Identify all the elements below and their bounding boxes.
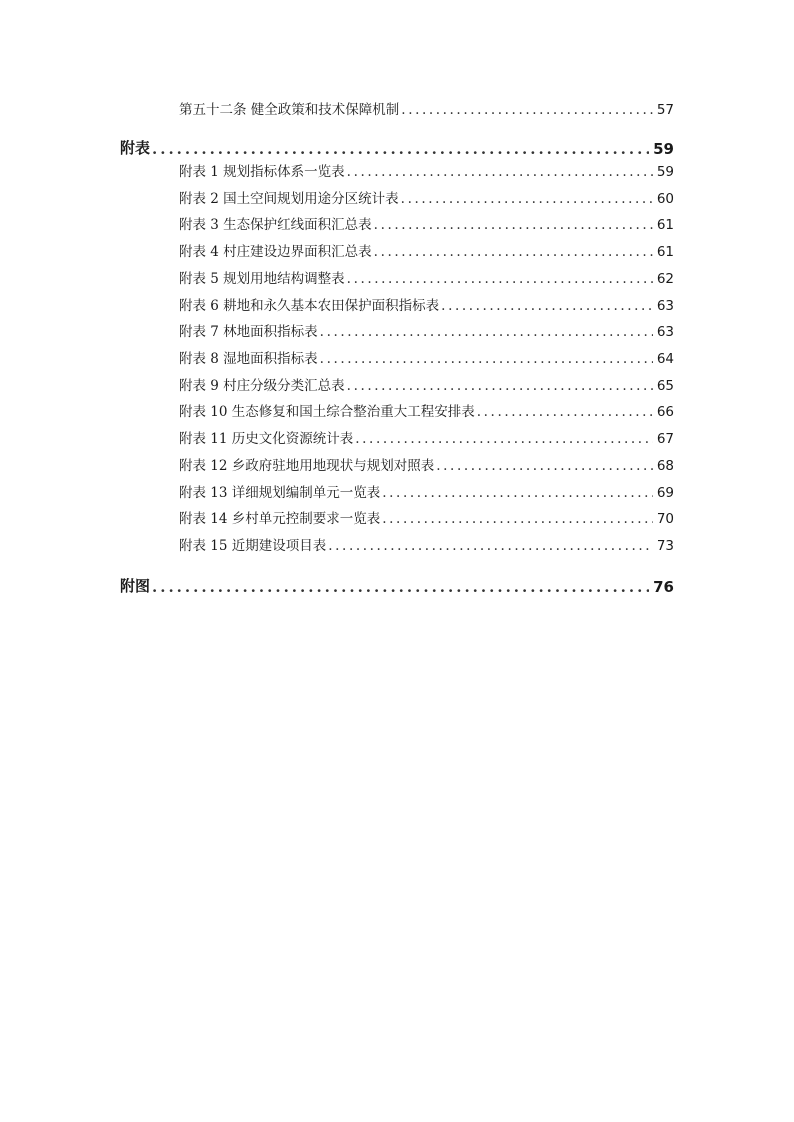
toc-entry-label: 附表 10 生态修复和国土综合整治重大工程安排表 xyxy=(179,404,475,420)
toc-entry-page: 70 xyxy=(656,511,674,527)
toc-entry-label: 附表 2 国土空间规划用途分区统计表 xyxy=(179,191,399,207)
toc-entry-table-4[interactable] xyxy=(179,240,674,260)
toc-entry-page: 61 xyxy=(656,217,674,233)
toc-entry-table-13[interactable] xyxy=(179,481,674,501)
dot-leader xyxy=(320,324,653,340)
toc-entry-table-11[interactable] xyxy=(179,427,674,447)
toc-entry-label: 附表 9 村庄分级分类汇总表 xyxy=(179,378,345,394)
toc-entry-label: 附表 5 规划用地结构调整表 xyxy=(179,271,345,287)
toc-entry-table-14[interactable] xyxy=(179,507,674,527)
toc-section-appendix-figures[interactable] xyxy=(120,574,674,596)
toc-entry-label: 附表 12 乡政府驻地用地现状与规划对照表 xyxy=(179,458,435,474)
toc-entry-table-5[interactable] xyxy=(179,267,674,287)
dot-leader xyxy=(152,140,649,158)
toc-entry-page: 63 xyxy=(656,324,674,340)
toc-entry-table-6[interactable] xyxy=(179,294,674,314)
dot-leader xyxy=(374,217,653,233)
toc-entry-label: 附表 13 详细规划编制单元一览表 xyxy=(179,485,381,501)
toc-entry-page: 57 xyxy=(656,102,674,118)
toc-entry-page: 73 xyxy=(656,538,674,554)
toc-entry-table-7[interactable] xyxy=(179,320,674,340)
dot-leader xyxy=(374,244,653,260)
dot-leader xyxy=(441,298,653,314)
dot-leader xyxy=(152,578,649,596)
toc-section-appendix-tables[interactable] xyxy=(120,136,674,158)
dot-leader xyxy=(320,351,653,367)
dot-leader xyxy=(401,191,653,207)
toc-entry-page: 65 xyxy=(656,378,674,394)
toc-entry-table-2[interactable] xyxy=(179,187,674,207)
toc-entry-page: 59 xyxy=(656,164,674,180)
toc-entry-table-9[interactable] xyxy=(179,374,674,394)
toc-entry-label: 附表 14 乡村单元控制要求一览表 xyxy=(179,511,381,527)
toc-entry-label: 附表 4 村庄建设边界面积汇总表 xyxy=(179,244,372,260)
toc-entry-table-1[interactable] xyxy=(179,160,674,180)
toc-entry-article-52[interactable] xyxy=(179,98,674,118)
toc-entry-page: 69 xyxy=(656,485,674,501)
toc-entry-page: 62 xyxy=(656,271,674,287)
toc-entry-page: 68 xyxy=(656,458,674,474)
toc-entry-label: 附表 8 湿地面积指标表 xyxy=(179,351,318,367)
toc-section-page: 59 xyxy=(653,140,674,158)
toc-entry-page: 64 xyxy=(656,351,674,367)
toc-entry-page: 60 xyxy=(656,191,674,207)
dot-leader xyxy=(436,458,653,474)
dot-leader xyxy=(347,271,653,287)
toc-entry-label: 附表 1 规划指标体系一览表 xyxy=(179,164,345,180)
toc-entry-table-8[interactable] xyxy=(179,347,674,367)
toc-entry-label: 第五十二条 健全政策和技术保障机制 xyxy=(179,102,400,118)
dot-leader xyxy=(477,404,653,420)
toc-entry-page: 63 xyxy=(656,298,674,314)
dot-leader xyxy=(401,102,653,118)
toc-entry-label: 附表 7 林地面积指标表 xyxy=(179,324,318,340)
toc-entry-page: 66 xyxy=(656,404,674,420)
dot-leader xyxy=(382,485,653,501)
dot-leader xyxy=(382,511,653,527)
toc-entry-label: 附表 3 生态保护红线面积汇总表 xyxy=(179,217,372,233)
toc-entry-label: 附表 11 历史文化资源统计表 xyxy=(179,431,354,447)
dot-leader xyxy=(347,378,653,394)
toc-entry-page: 61 xyxy=(656,244,674,260)
toc-entry-page: 67 xyxy=(656,431,674,447)
toc-section-page: 76 xyxy=(653,578,674,596)
toc-entry-table-12[interactable] xyxy=(179,454,674,474)
toc-entry-table-10[interactable] xyxy=(179,400,674,420)
dot-leader xyxy=(347,164,653,180)
toc-entry-label: 附表 15 近期建设项目表 xyxy=(179,538,327,554)
dot-leader xyxy=(355,431,653,447)
dot-leader xyxy=(328,538,653,554)
toc-entry-label: 附表 6 耕地和永久基本农田保护面积指标表 xyxy=(179,298,440,314)
toc-entry-table-3[interactable] xyxy=(179,213,674,233)
toc-section-label: 附表 xyxy=(120,139,151,157)
toc-entry-table-15[interactable] xyxy=(179,534,674,554)
toc-section-label: 附图 xyxy=(120,577,151,595)
